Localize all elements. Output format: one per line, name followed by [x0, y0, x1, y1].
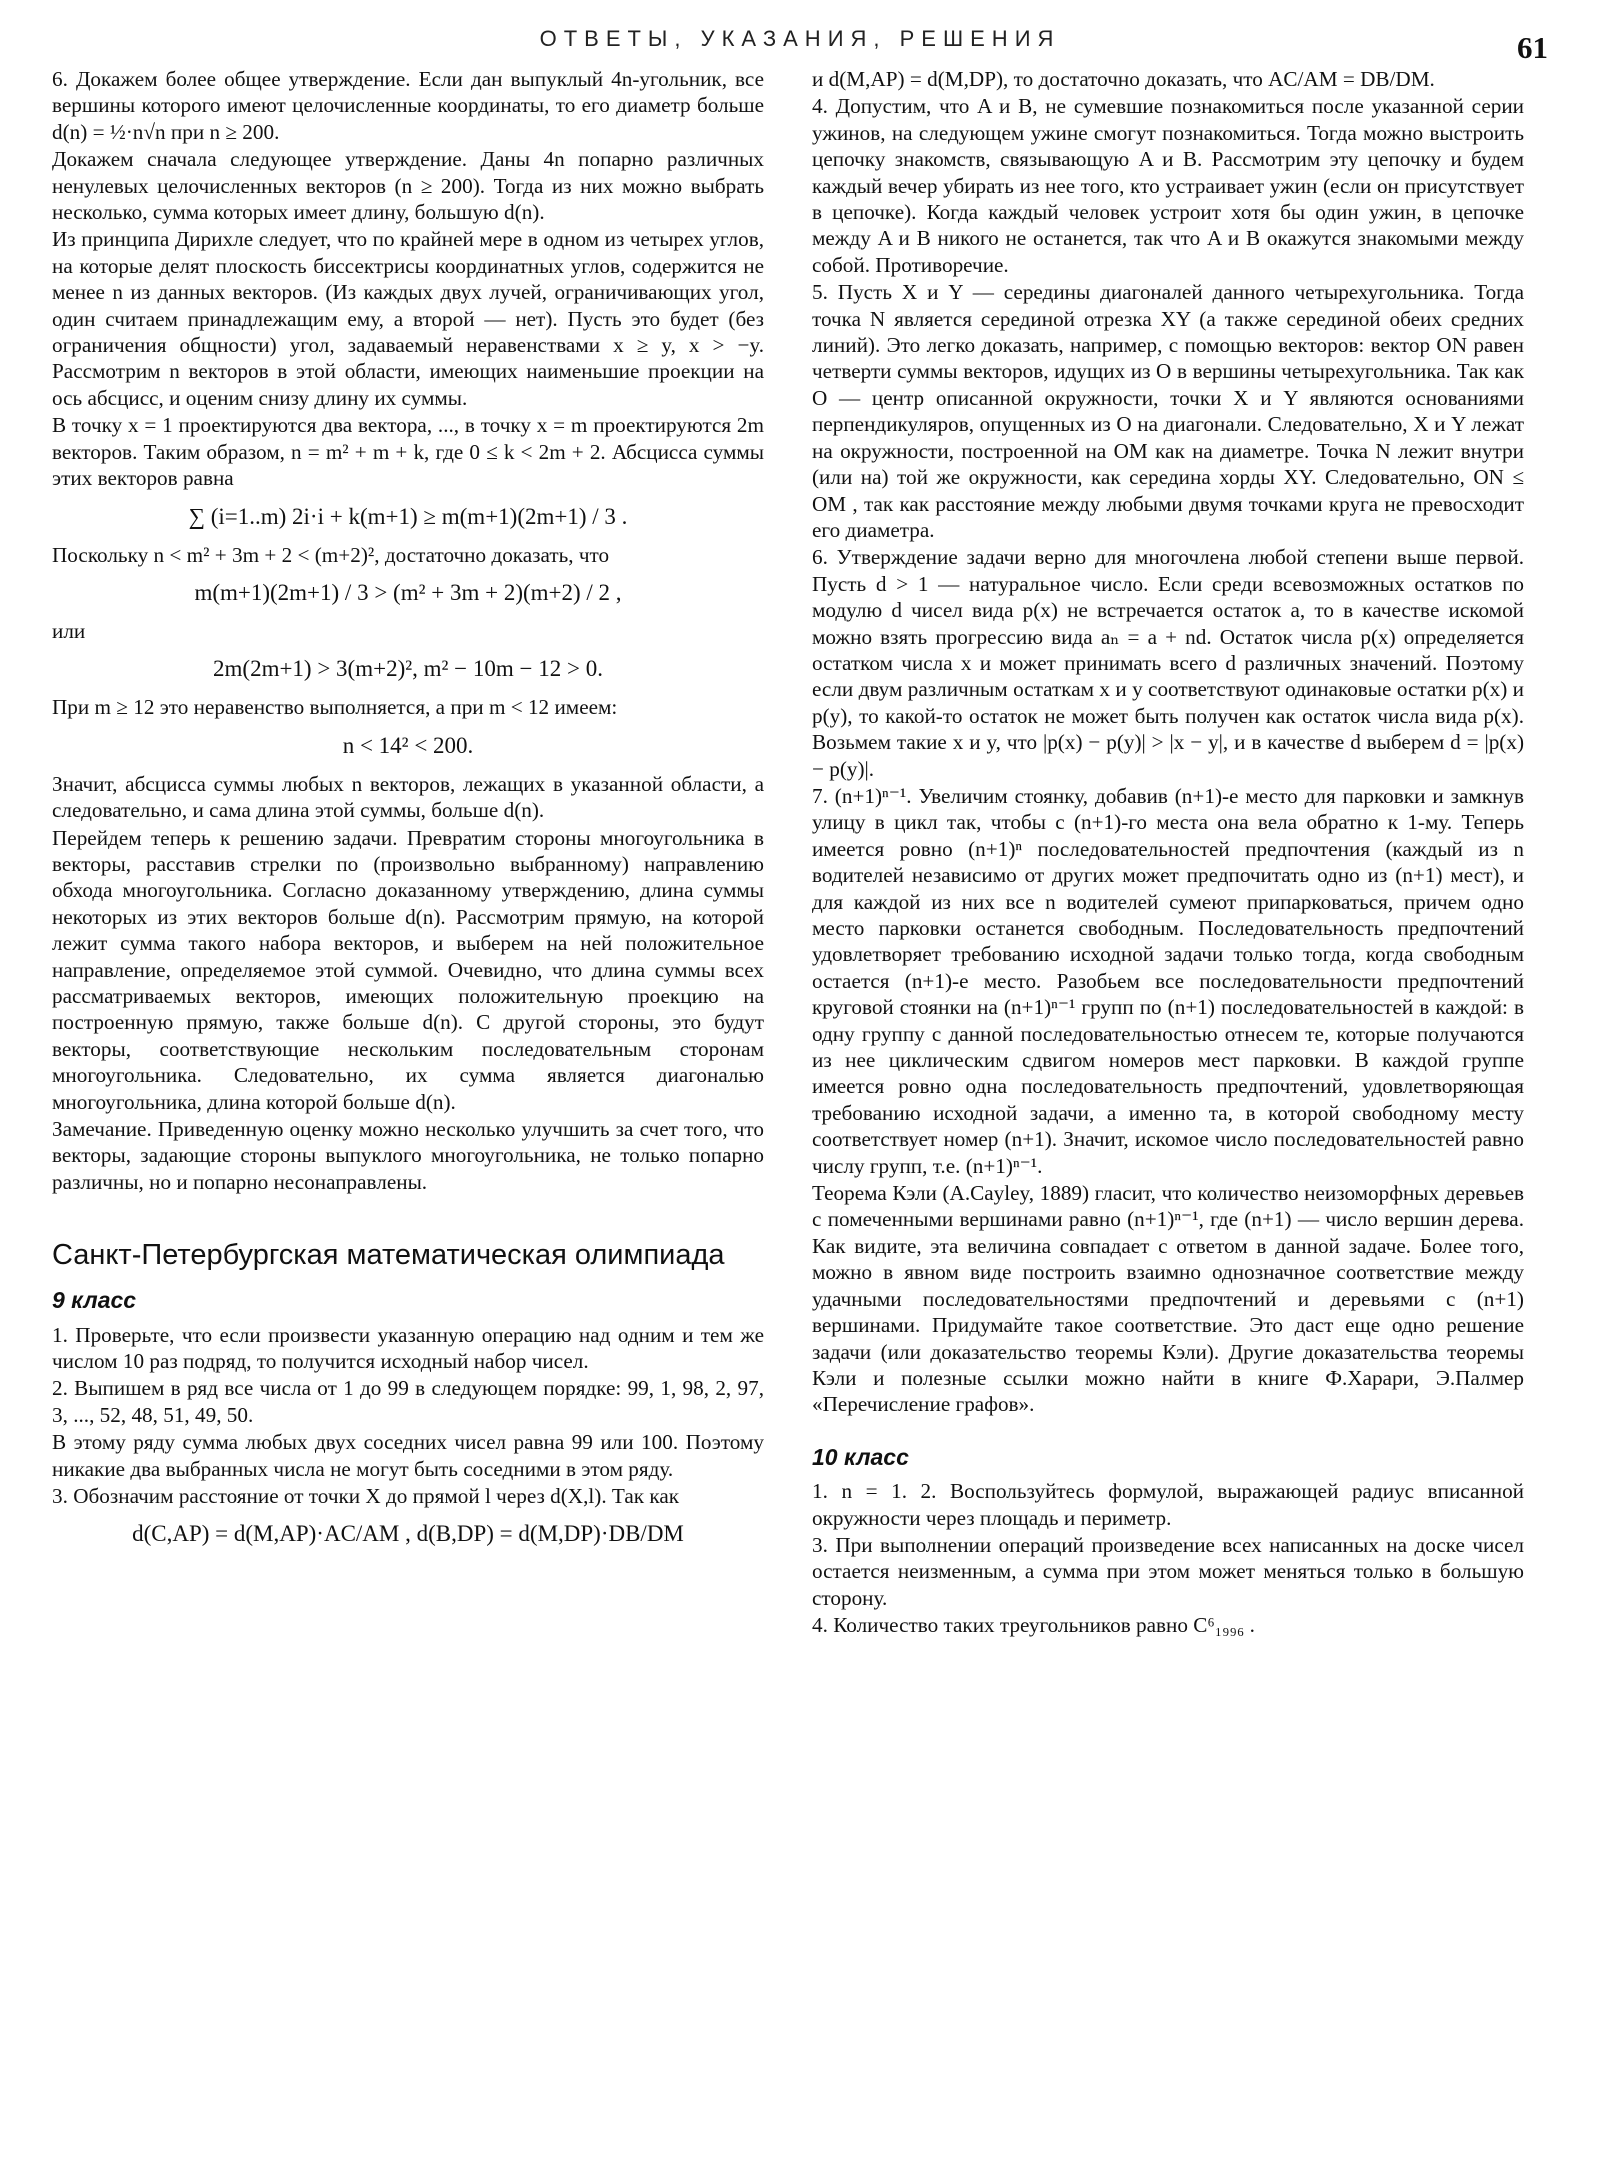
grade10-problem-4: 4. Количество таких треугольников равно C⁶₁₉₉₆ . [812, 1613, 1255, 1638]
m12-paragraph: При m ≥ 12 это неравенство выполняется, а при m < 12 имеем: [52, 695, 618, 720]
grade9-problem-3: 3. Обозначим расстояние от точки X до прямой l через d(X,l). Так как [52, 1484, 680, 1509]
problem-3-cont: и d(M,AP) = d(M,DP), то достаточно доказать, что AC/AM = DB/DM. [812, 67, 1435, 91]
remark-paragraph: Замечание. Приведенную оценку можно несколько улучшить за счет того, что векторы, задающие стороны выпуклого многоугольника, не только попарно различны, но и попарно несонаправлены. [52, 1117, 764, 1194]
problem-7: 7. (n+1)ⁿ⁻¹. Увеличим стоянку, добавив (n+1)-е место для парковки и замкнув улицу в цикл так, чтобы с (n+1)-го места она вела обратно к 1-му. Теперь имеется ровно (n+1)ⁿ последовательностей предпочтения (каждый из n водителей независимо от других может предпочитать одно из (n+1) мест), и для каждой из них все n водителей сумеют припарковаться, причем одно место парковки останется свободным. Последовательность предпочтений удовлетворяет требованию исходной задачи только тогда, когда свободным остается (n+1)-е место. Разобьем все последовательности предпочтений круговой стоянки на (n+1)ⁿ⁻¹ групп по (n+1) последовательностей в каждой: в одну группу с данной последовательностью отнесем те, которые получаются из нее циклическим сдвигом номеров мест парковки. В каждой группе имеется ровно одна последовательность предпочтений, удовлетворяющая требованию исходной задачи, а именно та, в которой свободному месту соответствует номер (n+1). Значит, искомое число последовательностей равно числу групп, т.е. (n+1)ⁿ⁻¹. [812, 783, 1524, 1178]
problem-5: 5. Пусть X и Y — середины диагоналей данного четырехугольника. Тогда точка N является серединой отрезка XY (а также серединой обеих средних линий). Это легко доказать, например, с помощью векторов: вектор ON равен четверти суммы векторов, идущих из O в вершины четырехугольника. Так как O — центр описанной окружности, точки X и Y являются основаниями перпендикуляров, опущенных из O на диагонали. Следовательно, X и Y лежат на окружности, построенной на OM как на диаметре. Точка N лежит внутри (или на) той же окружности, как середина хорды XY. Следовательно, ON ≤ OM , так как расстояние между любыми двумя точками круга не превосходит его диаметра. [812, 280, 1524, 542]
problem-6: 6. Утверждение задачи верно для многочлена любой степени выше первой. Пусть d > 1 — натуральное число. Если среди всевозможных остатков по модулю d чисел вида p(x) не встречается остаток a, то в качестве искомой можно взять прогрессию вида aₙ = a + nd. Остаток числа p(x) определяется остатком числа x и может принимать всего d различных значений. Поэтому если двум различным остаткам x и y соответствуют одинаковые остатки p(x) и p(y), то какой-то остаток не может быть получен как остаток числа вида p(x). Возьмем такие x и y, что |p(x) − p(y)| > |x − y|, и в качестве d выберем d = |p(x) − p(y)|. [812, 545, 1524, 781]
formula-sum: ∑ (i=1..m) 2i·i + k(m+1) ≥ m(m+1)(2m+1) / 3 . [188, 503, 628, 529]
problem-6-statement: 6. Докажем более общее утверждение. Если дан выпуклый 4n-угольник, все вершины которого имеют целочисленные координаты, то его диаметр больше d(n) = ½·n√n при n ≥ 200. [52, 67, 764, 144]
formula-distances: d(C,AP) = d(M,AP)·AC/AM , d(B,DP) = d(M,DP)·DB/DM [132, 1521, 684, 1547]
grade-9-heading: 9 класс [52, 1287, 137, 1314]
conclusion-paragraph: Значит, абсцисса суммы любых n векторов, лежащих в указанной области, а следовательно, и сама длина этой суммы, больше d(n). [52, 771, 764, 823]
grade10-problem-3: 3. При выполнении операций произведение всех написанных на доске чисел остается неизменным, а сумма при этом может меняться только в большую сторону. [812, 1532, 1524, 1610]
dirichlet-paragraph: Из принципа Дирихле следует, что по крайней мере в одном из четырех углов, на которые делят плоскость биссектрисы координатных углов, содержится не менее n из данных векторов. (Из каждых двух лучей, ограничивающих угол, один считаем принадлежащим ему, а второй — нет). Пусть это будет (без ограничения общности) угол, задаваемый неравенствами x ≥ y, x > −y. Рассмотрим n векторов в этой области, имеющих наименьшие проекции на ось абсцисс, и оценим снизу длину их суммы. [52, 227, 764, 410]
projection-paragraph: В точку x = 1 проектируются два вектора, ..., в точку x = m проектируются 2m векторов. Таким образом, n = m² + m + k, где 0 ≤ k < 2m + 2. Абсцисса суммы этих векторов равна [52, 413, 764, 491]
running-head: ОТВЕТЫ, УКАЗАНИЯ, РЕШЕНИЯ [539, 26, 1061, 51]
formula-bound: n < 14² < 200. [342, 732, 474, 758]
page-number: 61 [1517, 30, 1548, 65]
grade9-problem-2: 2. Выпишем в ряд все числа от 1 до 99 в следующем порядке: 99, 1, 98, 2, 97, 3, ..., 52, 48, 51, 49, 50. [52, 1376, 764, 1427]
left-column [52, 66, 764, 1559]
solution-paragraph: Перейдем теперь к решению задачи. Превратим стороны многоугольника в векторы, расставив стрелки по (произвольно выбранному) направлению обхода многоугольника. Согласно доказанному утверждению, длина суммы некоторых из этих векторов больше d(n). Рассмотрим прямую, на которой лежит сумма такого набора векторов, и выберем на ней положительное направление, определяемое этой суммой. Очевидно, что длина суммы всех рассматриваемых векторов, имеющих положительную проекцию на построенную прямую, также больше d(n). С другой стороны, это будут векторы, соответствующие нескольким последовательным сторонам многоугольника. Следовательно, их сумма является диагональю многоугольника, длина которой больше d(n). [52, 825, 764, 1114]
cayley-paragraph: Теорема Кэли (A.Cayley, 1889) гласит, что количество неизоморфных деревьев с помеченными вершинами равно (n+1)ⁿ⁻¹, где (n+1) — число вершин дерева. Как видите, эта величина совпадает с ответом в данной задаче. Более того, можно в явном виде построить взаимно однозначное соответствие между удачными последовательностями предпочтений и деревьями с (n+1) вершинами. Придумайте такое соответствие. Это даст еще одно решение задачи (или доказательство теоремы Кэли). Другие доказательства теоремы Кэли и полезные ссылки можно найти в книге Ф.Харари, Э.Палмер «Перечисление графов». [812, 1181, 1524, 1417]
section-heading: Санкт-Петербургская математическая олимпиада [52, 1239, 725, 1272]
grade10-problems-1-2: 1. n = 1. 2. Воспользуйтесь формулой, выражающей радиус вписанной окружности через площадь и периметр. [812, 1479, 1524, 1530]
since-paragraph: Поскольку n < m² + 3m + 2 < (m+2)², достаточно доказать, что [52, 542, 610, 567]
problem-4: 4. Допустим, что A и B, не сумевшие познакомиться после указанной серии ужинов, на следующем ужине смогут познакомиться. Тогда можно выстроить цепочку знакомств, связывающую A и B. Рассмотрим эту цепочку и будем каждый вечер убирать из нее того, кто устраивает ужин (если он присутствует в цепочке). Когда каждый человек устроит хотя бы один ужин, в цепочке между A и B никого не останется, так что A и B окажутся знакомыми между собой. Противоречие. [812, 94, 1524, 277]
right-column [812, 66, 1524, 1640]
grade-10-heading: 10 класс [812, 1443, 909, 1470]
formula-inequality: m(m+1)(2m+1) / 3 > (m² + 3m + 2)(m+2) / 2 , [194, 579, 622, 605]
lemma-paragraph: Докажем сначала следующее утверждение. Даны 4n попарно различных ненулевых целочисленных векторов (n ≥ 200). Тогда из них можно выбрать несколько, сумма которых имеет длину, большую d(n). [52, 147, 764, 225]
or-text: или [52, 618, 86, 643]
grade9-problem-2-cont: В этому ряду сумма любых двух соседних чисел равна 99 или 100. Поэтому никакие два выбранных числа не могут быть соседними в этом ряду. [52, 1430, 764, 1481]
grade9-problem-1: 1. Проверьте, что если произвести указанную операцию над одним и тем же числом 10 раз подряд, то получится исходный набор чисел. [52, 1322, 764, 1374]
formula-quadratic: 2m(2m+1) > 3(m+2)², m² − 10m − 12 > 0. [213, 656, 603, 682]
